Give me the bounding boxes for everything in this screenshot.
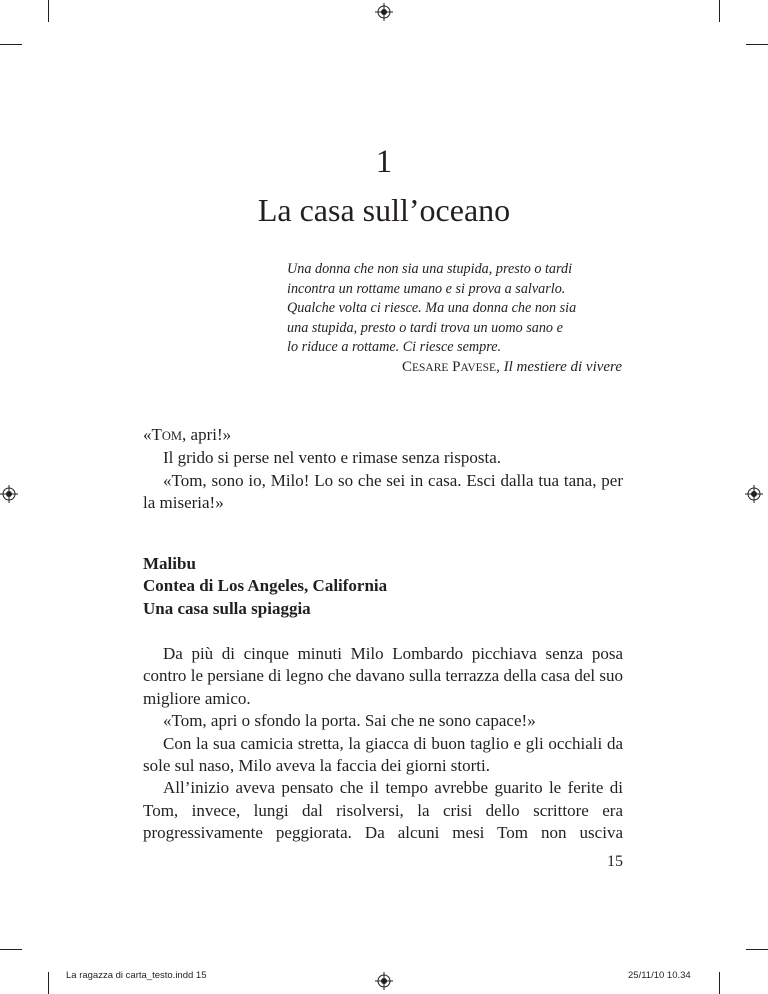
opening-text (143, 424, 623, 515)
crop-mark-top-left (48, 0, 49, 22)
registration-mark-icon (0, 485, 18, 503)
crop-mark-left-bottom (0, 949, 22, 950)
slug-filename: La ragazza di carta_testo.indd 15 (66, 970, 207, 981)
paragraph: Da più di cinque minuti Milo Lombardo picchiava senza posa contro le persiane di legno che davano sulla terrazza della casa del suo migliore amico. (143, 644, 623, 708)
main-text (143, 643, 623, 845)
crop-mark-bottom-right (719, 972, 720, 994)
location-line: Contea di Los Angeles, California (143, 576, 388, 596)
paragraph: «Tom, apri o sfondo la porta. Sai che ne sono capace!» (163, 711, 536, 731)
crop-mark-top-right (719, 0, 720, 22)
paragraph: All’inizio aveva pensato che il tempo avrebbe guarito le ferite di Tom, invece, lungi dal risolversi, la crisi dello scrittore era progressivamente peggiorata. Da alcuni mesi Tom non usciva (143, 778, 623, 843)
page-number: 15 (607, 853, 623, 870)
epigraph (287, 260, 622, 358)
paragraph: «Tom, sono io, Milo! Lo so che sei in casa. Esci dalla tua tana, per la miseria!» (143, 470, 623, 513)
epigraph-line: Qualche volta ci riesce. Ma una donna che non sia (287, 300, 577, 316)
paragraph: Con la sua camicia stretta, la giacca di buon taglio e gli occhiali da sole sul naso, Milo aveva la faccia dei giorni storti. (143, 733, 623, 776)
registration-mark-icon (745, 485, 763, 503)
paragraph: «TOM, apri!» (143, 425, 232, 444)
epigraph-work: Il mestiere di vivere (503, 359, 622, 375)
epigraph-source: CESARE PAVESE, Il mestiere di vivere (401, 359, 622, 375)
epigraph-line: una stupida, presto o tardi trova un uomo sano e (287, 319, 563, 336)
registration-mark-icon (375, 3, 393, 21)
crop-mark-bottom-left (48, 972, 49, 994)
crop-mark-right-bottom (746, 949, 768, 950)
crop-mark-left-top (0, 44, 22, 45)
registration-mark-icon (375, 972, 393, 990)
epigraph-line: incontra un rottame umano e si prova a salvarlo. (287, 280, 566, 297)
epigraph-line: lo riduce a rottame. Ci riesce sempre. (287, 339, 502, 355)
epigraph-line: Una donna che non sia una stupida, presto o tardi (287, 261, 573, 277)
chapter-number: 1 (375, 144, 393, 180)
chapter-title: La casa sull’oceano (257, 192, 511, 228)
epigraph-author: CESARE PAVESE (401, 359, 497, 375)
paragraph: Il grido si perse nel vento e rimase senza risposta. (163, 448, 502, 468)
location-line: Malibu (143, 554, 196, 573)
crop-mark-right-top (746, 44, 768, 45)
slug-timestamp: 25/11/10 10.34 (628, 970, 691, 981)
location-line: Una casa sulla spiaggia (143, 598, 311, 618)
location-heading (143, 553, 623, 620)
